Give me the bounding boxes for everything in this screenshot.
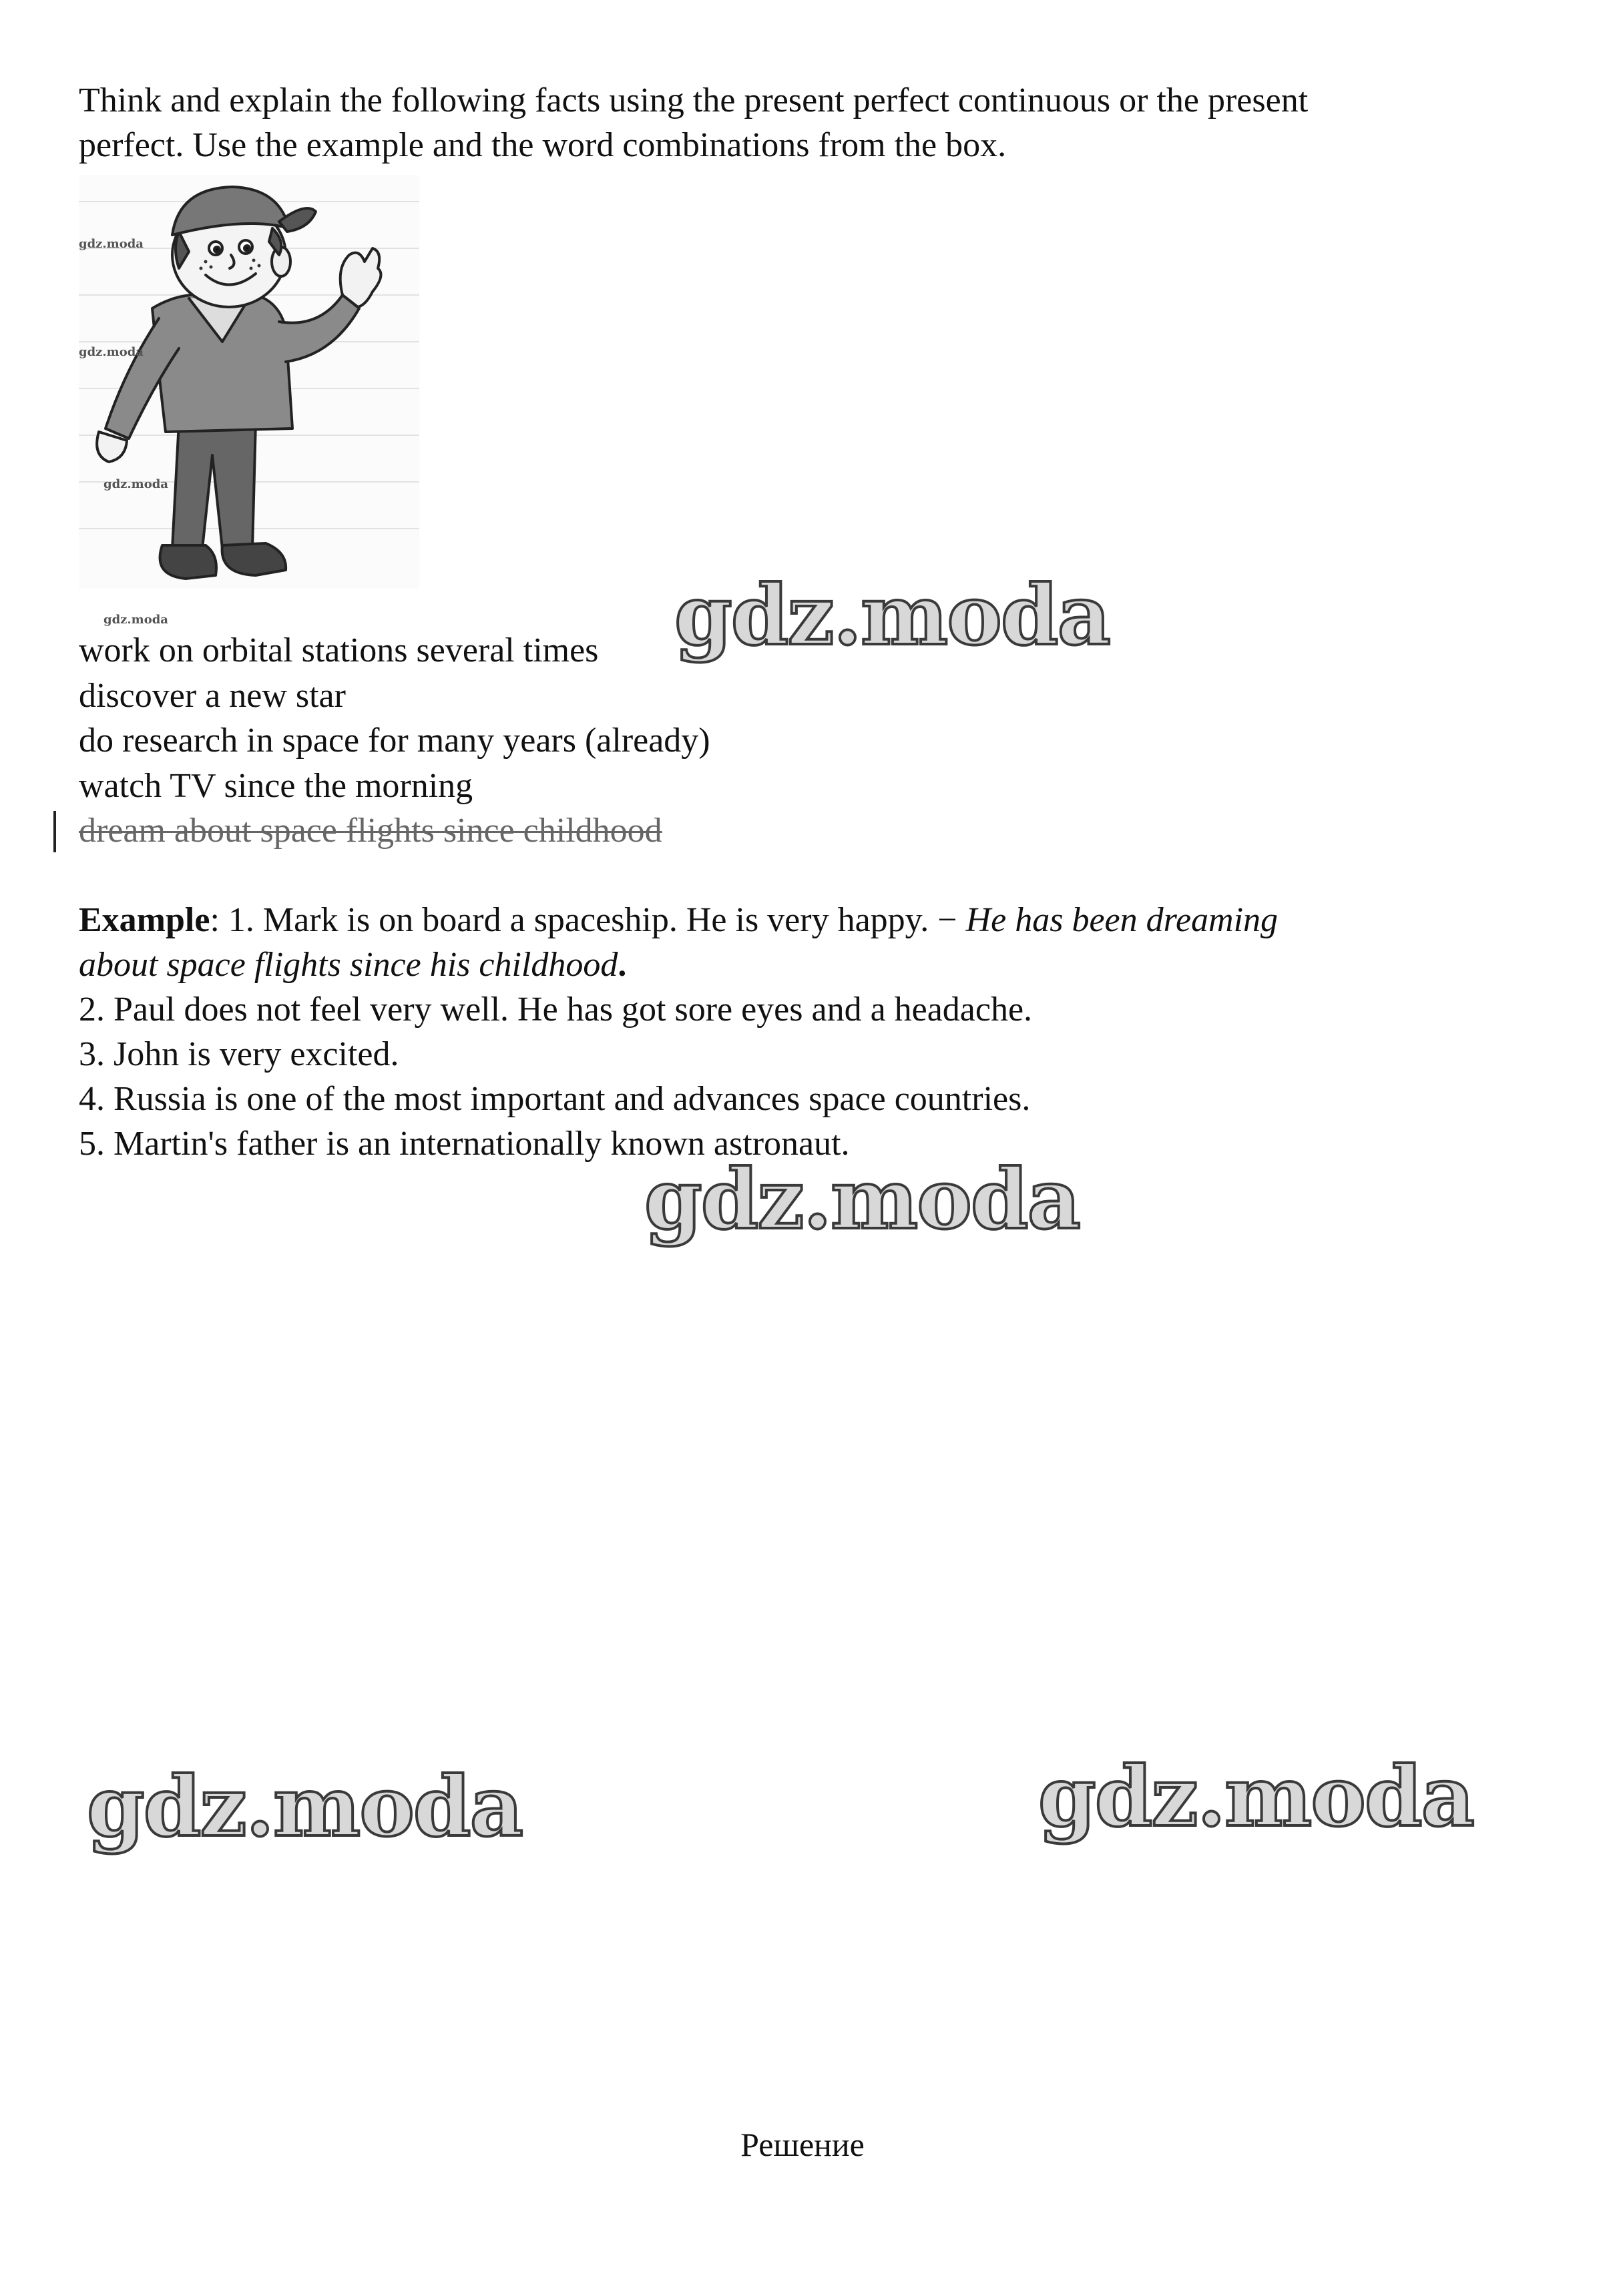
example-answer-line <box>79 943 626 987</box>
instruction-line-2: perfect. Use the example and the word combinations from the box. <box>79 126 1007 164</box>
example-line <box>79 898 1278 942</box>
example-separator: : <box>210 901 228 939</box>
exercise-item: 4. Russia is one of the most important and advances space countries. <box>79 1080 1031 1118</box>
word-combination: do research in space for many years (already) <box>79 722 710 760</box>
example-answer-continued: about space flights since his childhood <box>79 946 618 984</box>
word-combination: work on orbital stations several times <box>79 631 599 669</box>
instruction-line-1: Think and explain the following facts using the present perfect continuous or the present <box>79 81 1309 119</box>
illustration-watermark: gdz.moda <box>79 237 144 251</box>
watermark: gdz.moda <box>674 567 1110 664</box>
watermark: gdz.moda <box>87 1759 522 1855</box>
example-label: Example <box>79 901 210 939</box>
word-combination-crossed-out: dream about space flights since childhood <box>79 812 662 850</box>
watermark: gdz.moda <box>644 1151 1080 1248</box>
text-cursor <box>53 811 56 852</box>
example-period: . <box>618 946 627 984</box>
exercise-item: 2. Paul does not feel very well. He has got sore eyes and a headache. <box>79 990 1033 1029</box>
example-answer: He has been dreaming <box>965 901 1279 939</box>
watermark: gdz.moda <box>1038 1749 1473 1845</box>
exercise-item: 3. John is very excited. <box>79 1035 399 1073</box>
word-combination: watch TV since the morning <box>79 767 473 805</box>
solution-heading: Решение <box>740 2126 865 2163</box>
illustration-watermark: gdz.moda <box>79 345 144 359</box>
example-sentence: 1. Mark is on board a spaceship. He is very happy. − <box>228 901 966 939</box>
exercise-item: 5. Martin's father is an internationally known astronaut. <box>79 1125 850 1163</box>
illustration-watermark: gdz.moda <box>103 477 168 491</box>
word-combination: discover a new star <box>79 677 346 715</box>
illustration-watermark: gdz.moda <box>103 613 168 627</box>
